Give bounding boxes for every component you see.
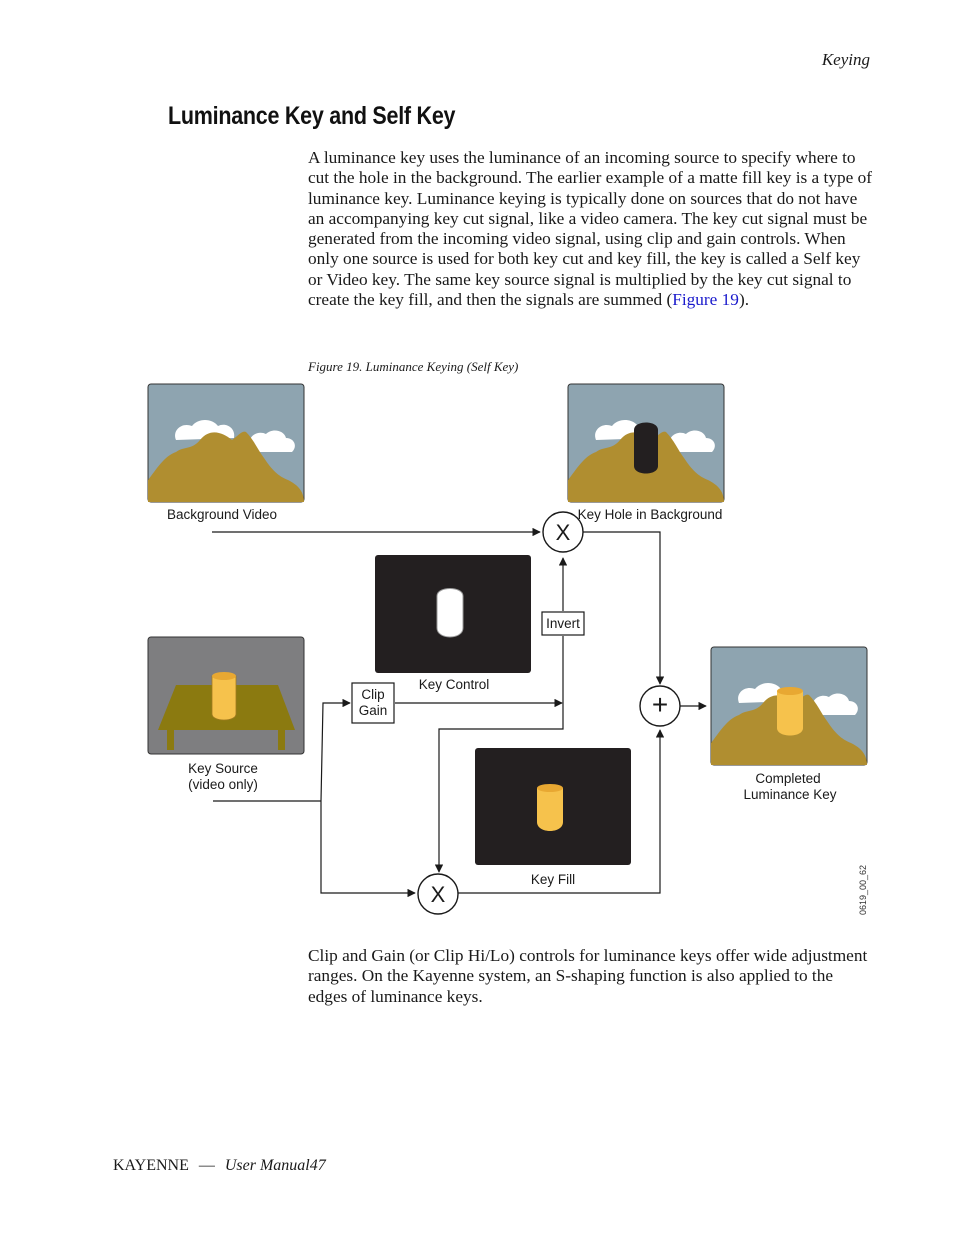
key-source-image <box>148 637 304 754</box>
invert-box <box>542 612 584 635</box>
completed-luminance-key-image <box>711 647 867 765</box>
svg-text:Invert: Invert <box>546 616 580 631</box>
key-fill-label: Key Fill <box>530 872 576 887</box>
figure-link[interactable]: Figure 19 <box>672 290 739 310</box>
completed-sublabel: Luminance Key <box>743 787 837 802</box>
para1-end: ). <box>738 290 750 310</box>
key-source-label: Key Source <box>188 761 258 776</box>
footer-dash: — <box>198 1157 215 1174</box>
background-video-label: Background Video <box>166 507 278 522</box>
key-hole-label: Key Hole in Background <box>577 507 723 522</box>
footer-product: KAYENNE <box>113 1157 189 1174</box>
body-paragraph-2: Clip and Gain (or Clip Hi/Lo) controls for luminance keys offer wide adjustment ranges. On the Kayenne system, an S-shaping function is also applied to the edges of luminance keys. <box>308 946 868 1006</box>
footer-page-number: 47 <box>309 1157 326 1174</box>
completed-label: Completed <box>755 771 821 786</box>
running-head: Keying <box>821 50 870 69</box>
figure-caption: Figure 19. Luminance Keying (Self Key) <box>308 359 519 374</box>
svg-text:+: + <box>651 689 669 720</box>
page-footer <box>113 1157 326 1175</box>
key-fill-image <box>475 748 631 865</box>
sum-node <box>640 686 680 726</box>
key-control-label: Key Control <box>418 677 490 692</box>
svg-text:Clip: Clip <box>361 687 385 702</box>
para1-text: A luminance key uses the luminance of an incoming source to specify where to cut the hole in the background. The earlier example of a matte fill key is a type of luminance key. Luminance keying is typically done on sources that do not have an accompanying key cut signal, like a video camera. The key cut signal must be generated from the incoming video signal, using clip and gain controls. When only one source is used for both key cut and key fill, the key is called a Self key or Video key. The same key source signal is multiplied by the key cut signal to create the key fill, and then the signals are summed ( <box>308 148 872 310</box>
svg-text:X: X <box>430 882 446 907</box>
clip-gain-box <box>352 683 394 723</box>
key-control-image <box>375 555 531 673</box>
drawing-id: 0619_00_62 <box>858 864 868 915</box>
footer-manual: User Manual <box>224 1157 310 1174</box>
svg-text:Gain: Gain <box>358 703 388 718</box>
multiply-node-bottom <box>418 874 458 914</box>
background-video-image <box>148 384 304 502</box>
section-title: Luminance Key and Self Key <box>168 102 456 130</box>
svg-text:X: X <box>555 520 571 545</box>
key-source-sublabel: (video only) <box>188 777 258 792</box>
key-hole-image <box>568 384 724 502</box>
